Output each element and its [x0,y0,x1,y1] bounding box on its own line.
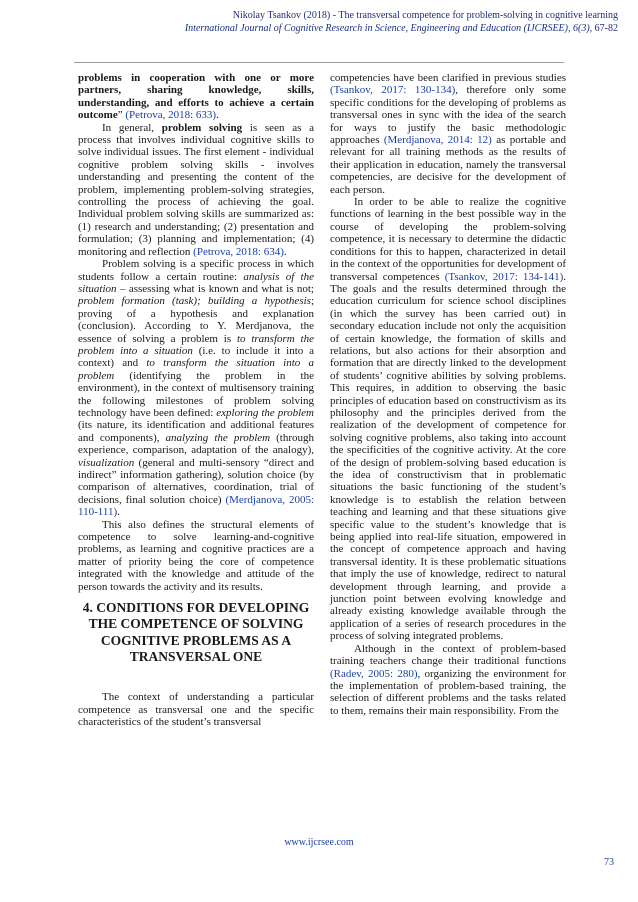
header-journal-name: International Journal of Cognitive Research in Science, Engineering and Education (IJCRSEE), 6(3), [184,22,593,34]
text: (i.e. to include it into a context) and [78,344,314,370]
italic-term: visualization [78,456,135,469]
text: competencies have been clarified in previous studies [330,72,566,84]
text: . [216,109,219,122]
text: is seen as a process that involves individual cognitive skills to solve individual issues. The first element - individual cognitive problem solving skills - involves understanding and presenting the content of the problem, implementing problem-solving strategies, controlling the process of achieving the goal. Individual problem solving skills are summarized as: (1) research and understanding; (2) presentation and formulation; (3) planning and implementation; (4) monitoring and reflection [78,121,314,258]
citation-link[interactable]: (Merdjanova, 2014: 12) [383,134,492,147]
text: . [283,245,287,258]
text: as portable and relevant for all training methods as the results of their application in education, namely the transversal competencies, are decisive for the development of each person. [330,134,566,196]
text: ” [117,109,126,122]
paragraph [78,122,314,258]
text: Problem solving is a specific process in which students follow a certain routine: [78,258,314,283]
text: (through experience, comparison, adaptation of the analogy), [78,431,314,457]
header-rule [74,62,564,63]
italic-term: problem formation (task); building a hypothesis [78,295,311,308]
page-number: 73 [604,857,614,868]
text: Although in the context of problem-based training teachers change their traditional functions [330,642,566,668]
text: (its nature, its identification and additional features and components), [78,419,314,444]
paragraph [330,72,566,196]
text: – assessing what is known and what is not; [116,282,314,295]
text: ; proving of a hypothesis and explanation (conclusion). According to Y. Merdjanova, the essence of solving a problem is [78,295,314,345]
paragraph [330,643,566,717]
citation-link[interactable]: (Radev, 2005: 280) [330,667,418,680]
text: , organizing the environment for the implementation of problem-based training, the selection of different problems and the tasks related to them, remains their main responsibility. From the [330,667,566,717]
italic-term: analyzing the problem [165,431,271,444]
italic-term: analysis of the situation [78,270,314,295]
bold-term: problem solving [161,121,243,134]
bold-text: problems in cooperation with one or more partners, sharing knowledge, skills, understanding, and efforts to achieve a certain outcome [78,72,314,122]
italic-term: to transform the situation into a problem [78,357,314,382]
text: . [117,506,120,519]
section-heading: 4. CONDITIONS FOR DEVELOPING THE COMPETENCE OF SOLVING COGNITIVE PROBLEMS AS A TRANSVERSAL ONE [82,600,310,664]
running-header [185,10,618,35]
citation-link[interactable]: (Tsankov, 2017: 134-141) [444,270,564,283]
paragraph: The context of understanding a particular competence as transversal one and the specific characteristics of the student’s transversal [78,691,314,729]
header-citation: Nikolay Tsankov (2018) - The transversal competence for problem-solving in cognitive learning [232,10,618,21]
citation-link[interactable]: (Merdjanova, 2005: 110-111) [78,493,314,519]
italic-term: to transform the problem into a situation [78,332,314,357]
left-column [78,72,314,728]
italic-term: exploring the problem [216,406,314,419]
paragraph [330,196,566,643]
header-journal [185,23,618,36]
text: In order to be able to realize the cognitive functions of learning in the best possible way in the course of developing the problem-solving competence, it is necessary to determine the didactic conditions for this to happen, characterized in detail in the context of the opportunities for development of transversal competences [330,196,566,283]
text: (identifying the problem in the environment), in the context of multisensory training the following milestones of problem solving technology have been defined: [78,369,314,419]
citation-link[interactable]: (Petrova, 2018: 633) [125,109,217,122]
text: In general, [102,121,162,134]
paragraph [78,258,314,519]
citation-link[interactable]: (Petrova, 2018: 634) [193,245,284,258]
paragraph [78,72,314,122]
text: , therefore only some specific conditions for the developing of problems as transversal ones in sync with the idea of the search for ways to justify the basic methodologic approaches [330,84,566,147]
header-pages: 67-82 [592,22,618,34]
citation-link[interactable]: (Tsankov, 2017: 130-134) [330,84,456,97]
right-column [330,72,566,717]
text: (general and multi-sensory “direct and indirect” information gathering), solution choice (by comparison of alternatives, coordination, trial of decisions, final solution choice) [78,456,314,506]
paragraph: This also defines the structural elements of competence to solve learning-and-cognitive problems, as learning and cognitive practices are a matter of priority being the core of competence integrated with the knowledge and attitude of the person towards the activity and its results. [78,518,314,593]
footer-url-link[interactable]: www.ijcrsee.com [284,837,354,848]
text: . The goals and the results determined through the education curriculum for science school disciplines (in which the survey has been carried out) in secondary education include not only the acquisition of certain knowledge, the formation of skills and relations, but also actions for their absorption and formation that are directly linked to the development of students’ cognitive abilities by solving problems. This requires, in addition to observing the basic principles of education based on constructivism as its philosophy and the principles derived from the realization of the development of competence for solving cognitive problems, also taking into account the specificities of the cognitive activity. At the core of the design of problem-solving based education is the idea of constructivism that in problematic situations the basic functioning of the student’s knowledge is to establish the relation between teaching and learning and that these situations give specific value to the student’s knowledge that is being applied into real-life situation, empowered in the concept of competence approach and having transversal identity. It is these problematic situations that imply the use of knowledge, redirect to natural development through learning, and provide a junction point between evolving knowledge and already existing knowledge available through the application of a series of research procedures in the process of solving integrated problems. [330,270,566,643]
